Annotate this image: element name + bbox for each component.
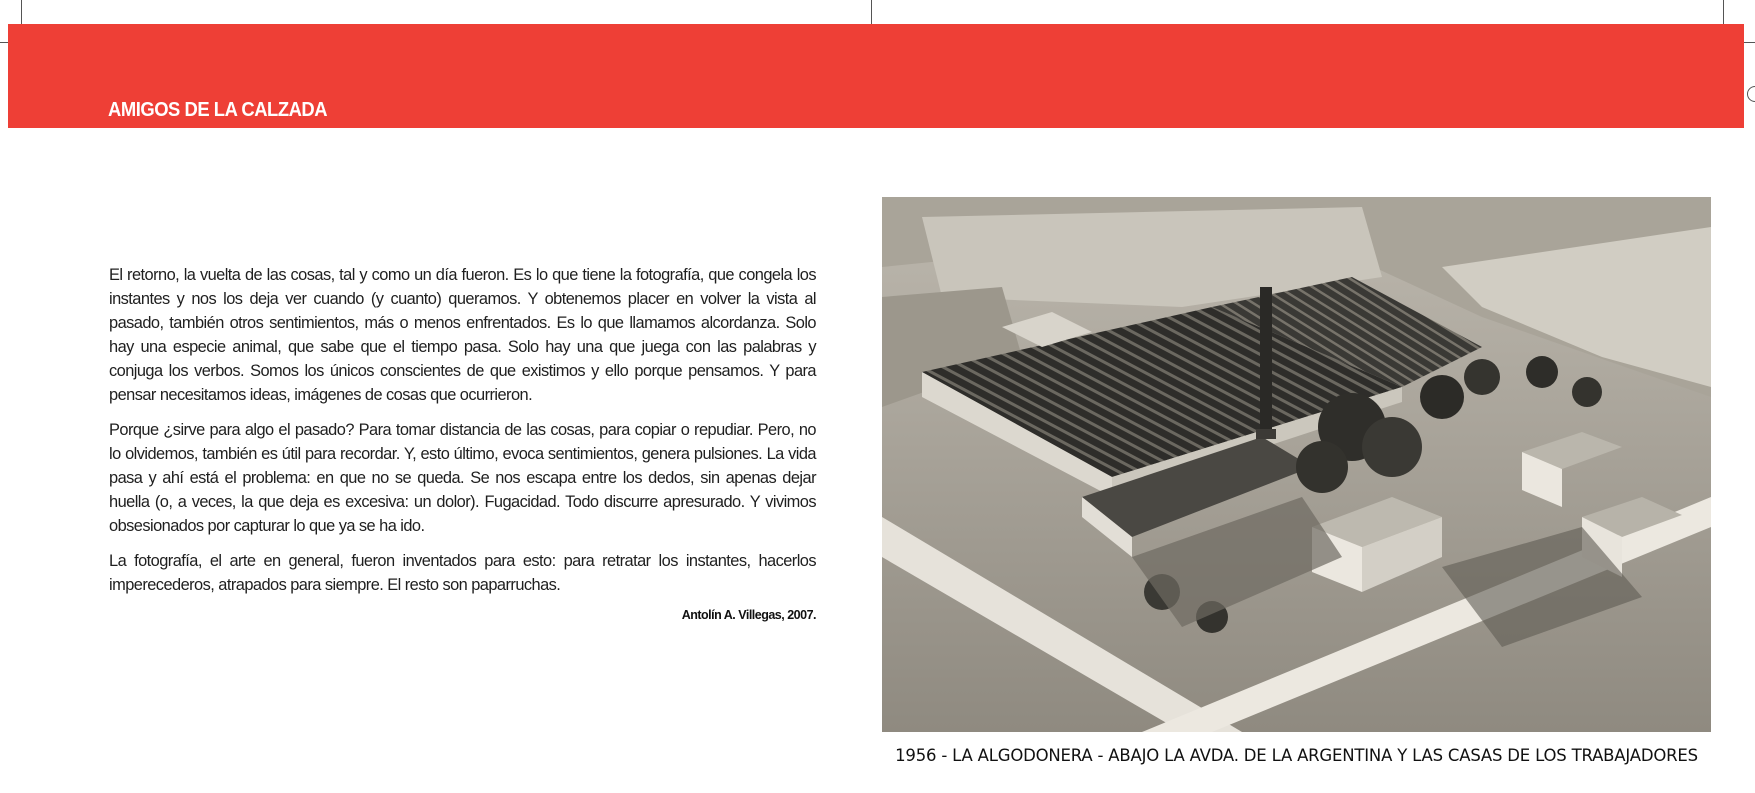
registration-mark [1747, 86, 1755, 102]
header-title: AMIGOS DE LA CALZADA [108, 99, 328, 121]
article-body [109, 263, 816, 608]
paragraph: La fotografía, el arte en general, fueron inventados para esto: para retratar los instantes, hacerlos imperecederos, atrapados para siempre. El resto son paparruchas. [109, 552, 816, 594]
photo-caption: 1956 - LA ALGODONERA - ABAJO LA AVDA. DE LA ARGENTINA Y LAS CASAS DE LOS TRABAJADORES [895, 746, 1698, 765]
factory-aerial-photo [882, 197, 1711, 732]
signature: Antolín A. Villegas, 2007. [681, 608, 816, 622]
paragraph: El retorno, la vuelta de las cosas, tal y como un día fueron. Es lo que tiene la fotografía, que congela los instantes y nos los deja ver cuando (y cuanto) queramos. Y obtenemos placer en volver la vista al pasado, también otros sentimientos, más o menos enfrentados. Es lo que llamamos alcordanza. Solo hay una especie animal, que sabe que el tiempo pasa. Solo hay una que juega con las palabras y conjuga los verbos. Somos los únicos conscientes de que existimos y ello porque pensamos. Y para pensar necesitamos ideas, imágenes de cosas que ocurrieron. [109, 266, 816, 404]
paragraph: Porque ¿sirve para algo el pasado? Para tomar distancia de las cosas, para copiar o repudiar. Pero, no lo olvidemos, también es útil para recordar. Y, esto último, evoca sentimientos, genera pulsiones. La vida pasa y ahí está el problema: en que no se queda. Se nos escapa entre los dedos, sin apenas dejar huella (o, a veces, la que deja es excesiva: un dolor). Fugacidad. Todo discurre apresurado. Y vivimos obsesionados por capturar lo que ya se ha ido. [109, 421, 816, 535]
